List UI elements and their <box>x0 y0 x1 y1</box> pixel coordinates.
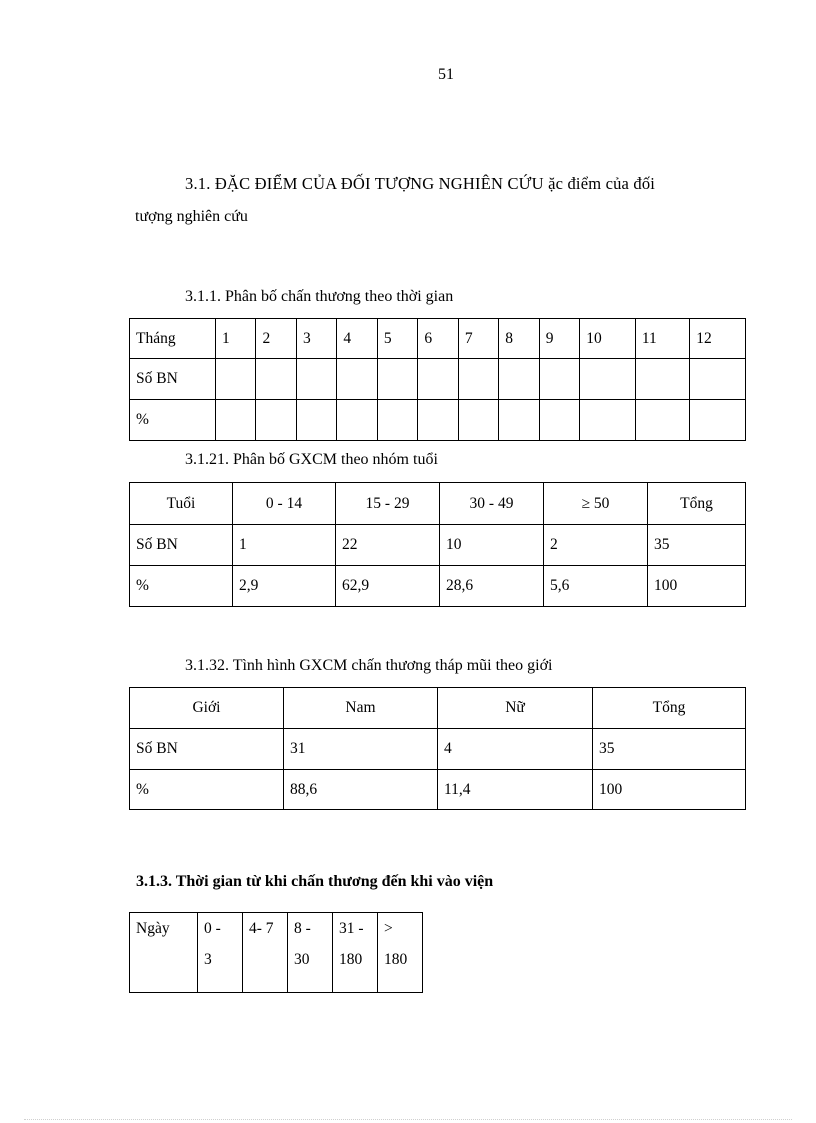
table-header-row <box>130 688 746 729</box>
table-cell: 8 - 30 <box>288 913 333 993</box>
table-header-cell: 9 <box>539 319 579 359</box>
table-header-cell: 11 <box>635 319 689 359</box>
table-header-cell: 5 <box>377 319 417 359</box>
table-header-cell: Tổng <box>648 483 746 525</box>
table-cell: 11,4 <box>438 770 593 810</box>
table-cell: % <box>130 566 233 607</box>
table-cell: > 180 <box>378 913 423 993</box>
table-cell: Số BN <box>130 729 284 770</box>
table-header-row <box>130 319 746 359</box>
table-row <box>130 525 746 566</box>
table-header-cell: 4 <box>337 319 377 359</box>
table2-caption: 3.1.21. Phân bố GXCM theo nhóm tuổi <box>185 451 438 468</box>
table-cell: 2,9 <box>233 566 336 607</box>
table1-caption: 3.1.1. Phân bố chấn thương theo thời gian <box>185 288 454 305</box>
table-header-row <box>130 483 746 525</box>
table-cell: % <box>130 770 284 810</box>
table-cell: Ngày <box>130 913 198 993</box>
table-header-cell: 10 <box>580 319 636 359</box>
table-cell: 4 <box>438 729 593 770</box>
table-header-cell: 12 <box>690 319 746 359</box>
table-cell: 35 <box>648 525 746 566</box>
table-cell: 10 <box>440 525 544 566</box>
table-header-cell: 6 <box>418 319 458 359</box>
table-header-cell: 2 <box>256 319 296 359</box>
table-cell: 62,9 <box>336 566 440 607</box>
table-header-cell: Nữ <box>438 688 593 729</box>
table-row <box>130 729 746 770</box>
table-cell: 28,6 <box>440 566 544 607</box>
table-row <box>130 359 746 400</box>
table-cell: 31 - 180 <box>333 913 378 993</box>
table-header-cell: 8 <box>499 319 539 359</box>
table-row <box>130 770 746 810</box>
age-group-table <box>129 482 746 607</box>
table-header-cell: 15 - 29 <box>336 483 440 525</box>
table-cell: Số BN <box>130 525 233 566</box>
table-cell: 88,6 <box>284 770 438 810</box>
table-cell: 22 <box>336 525 440 566</box>
table-header-cell: Tổng <box>593 688 746 729</box>
admission-time-table <box>129 912 423 993</box>
table3-caption: 3.1.32. Tình hình GXCM chấn thương tháp mũi theo giới <box>185 657 553 674</box>
table-row <box>130 913 423 993</box>
gender-table <box>129 687 746 810</box>
table-cell: 100 <box>648 566 746 607</box>
table-header-cell: Giới <box>130 688 284 729</box>
row-label: % <box>130 400 216 441</box>
table-row <box>130 400 746 441</box>
table-header-cell: 30 - 49 <box>440 483 544 525</box>
table-cell: 31 <box>284 729 438 770</box>
table-header-cell: 7 <box>458 319 498 359</box>
table4-caption: 3.1.3. Thời gian từ khi chấn thương đến khi vào viện <box>136 873 494 890</box>
page-bottom-divider <box>24 1119 792 1120</box>
table-cell: 0 - 3 <box>198 913 243 993</box>
time-distribution-table <box>129 318 746 441</box>
table-cell: 100 <box>593 770 746 810</box>
table-header-cell: Tháng <box>130 319 216 359</box>
table-cell: 35 <box>593 729 746 770</box>
page-number: 51 <box>438 66 454 83</box>
section-heading: 3.1. ĐẶC ĐIỂM CỦA ĐỐI TƯỢNG NGHIÊN CỨU ặc điểm của đối <box>185 174 656 193</box>
table-row <box>130 566 746 607</box>
table-cell: 1 <box>233 525 336 566</box>
table-header-cell: 0 - 14 <box>233 483 336 525</box>
section-heading-continued: tượng nghiên cứu <box>135 208 248 225</box>
table-header-cell: Nam <box>284 688 438 729</box>
table-header-cell: 1 <box>216 319 256 359</box>
table-header-cell: Tuổi <box>130 483 233 525</box>
table-cell: 4- 7 <box>243 913 288 993</box>
table-cell: 5,6 <box>544 566 648 607</box>
table-header-cell: ≥ 50 <box>544 483 648 525</box>
table-cell: 2 <box>544 525 648 566</box>
row-label: Số BN <box>130 359 216 400</box>
table-header-cell: 3 <box>296 319 336 359</box>
